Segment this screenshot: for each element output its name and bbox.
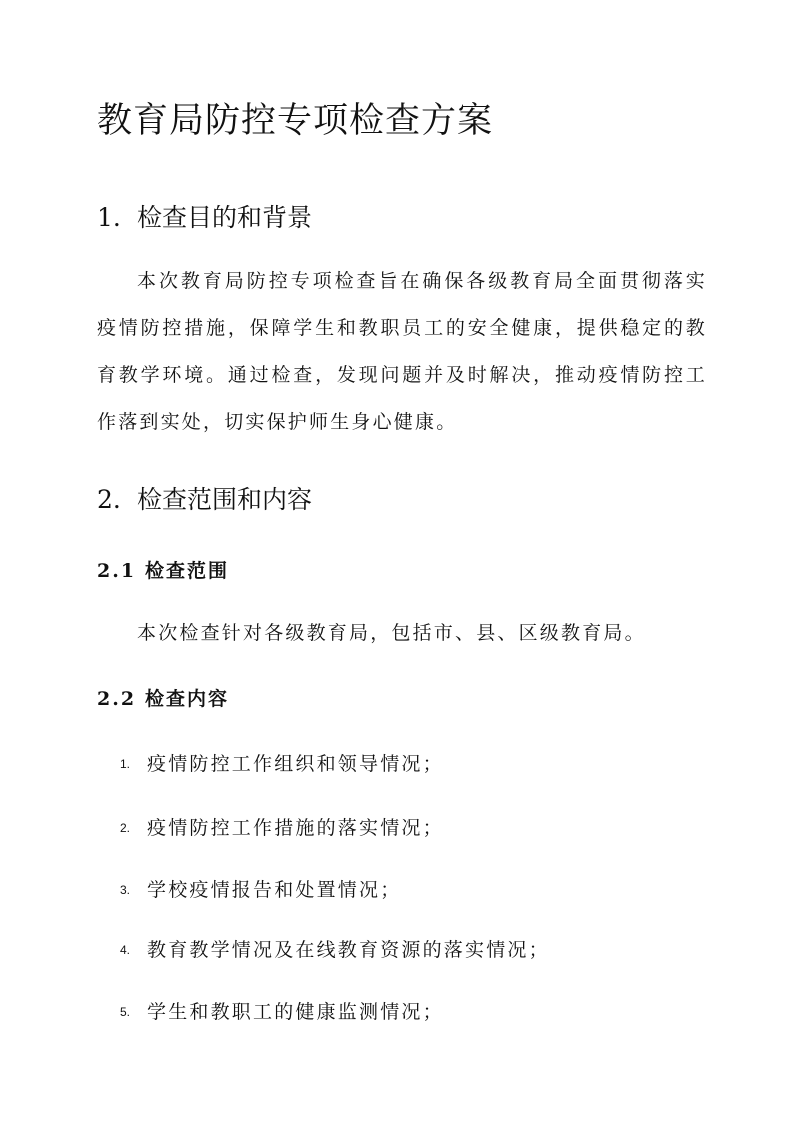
list-item-text: 学校疫情报告和处置情况；: [147, 879, 402, 901]
purpose-paragraph: 本次教育局防控专项检查旨在确保各级教育局全面贯彻落实疫情防控措施，保障学生和教职员工的安全健康，提供稳定的教育教学环境。通过检查，发现问题并及时解决，推动疫情防控工作落到实处，切实保护师生身心健康。: [97, 270, 707, 433]
subsection-number: 2.2: [97, 688, 137, 710]
list-marker: 5.: [120, 1005, 131, 1019]
subsection-heading-scope: [97, 556, 229, 583]
list-marker: 4.: [120, 943, 131, 957]
list-item: [120, 875, 401, 902]
subsection-title: 检查内容: [145, 688, 230, 710]
list-item: [120, 749, 444, 776]
list-item: [120, 997, 444, 1024]
list-item-text: 疫情防控工作措施的落实情况；: [147, 817, 444, 839]
section-number: 1.: [97, 203, 121, 232]
subsection-title: 检查范围: [145, 560, 230, 582]
list-marker: 2.: [120, 821, 131, 835]
section-heading-scope: [97, 480, 312, 516]
list-marker: 1.: [120, 757, 131, 771]
list-item-text: 教育教学情况及在线教育资源的落实情况；: [147, 939, 550, 961]
list-item: [120, 813, 444, 840]
subsection-number: 2.1: [97, 560, 137, 582]
section-title: 检查目的和背景: [137, 203, 313, 232]
subsection-heading-content: [97, 684, 229, 711]
list-item: [120, 935, 550, 962]
list-marker: 3.: [120, 883, 131, 897]
list-item-text: 学生和教职工的健康监测情况；: [147, 1001, 444, 1023]
document-title: 教育局防控专项检查方案: [97, 101, 494, 141]
section-number: 2.: [97, 485, 121, 514]
list-item-text: 疫情防控工作组织和领导情况；: [147, 753, 444, 775]
section-heading-purpose: [97, 198, 312, 234]
scope-paragraph: 本次检查针对各级教育局，包括市、县、区级教育局。: [137, 622, 646, 644]
section-title: 检查范围和内容: [137, 485, 313, 514]
